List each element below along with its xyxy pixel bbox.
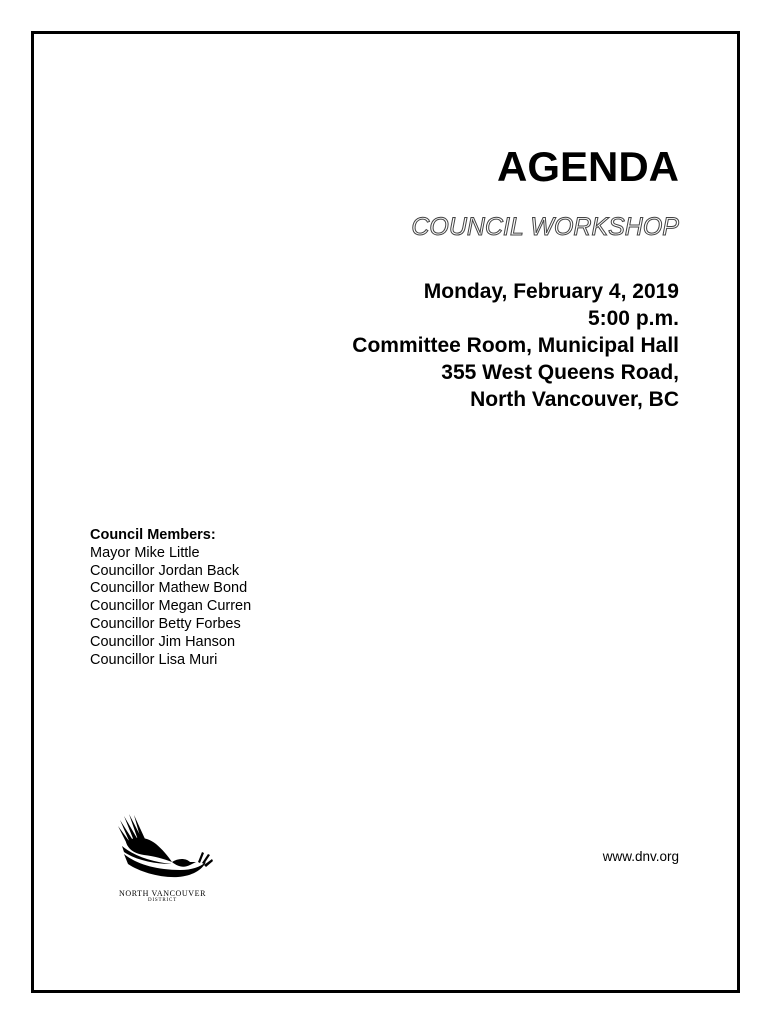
council-member: Councillor Mathew Bond bbox=[90, 580, 248, 597]
council-members-list bbox=[90, 545, 251, 670]
district-logo bbox=[110, 812, 215, 907]
meeting-location: Committee Room, Municipal Hall bbox=[352, 334, 679, 357]
council-member: Mayor Mike Little bbox=[90, 544, 200, 561]
logo-name: NORTH VANCOUVER bbox=[118, 889, 207, 898]
council-members-heading: Council Members: bbox=[90, 527, 216, 543]
logo-subname: DISTRICT bbox=[148, 898, 177, 903]
council-member: Councillor Megan Curren bbox=[90, 598, 252, 615]
website-link[interactable]: www.dnv.org bbox=[602, 849, 679, 864]
meeting-date: Monday, February 4, 2019 bbox=[423, 280, 679, 303]
meeting-time: 5:00 p.m. bbox=[587, 307, 679, 330]
meeting-address-line-2: North Vancouver, BC bbox=[470, 388, 679, 411]
council-member: Councillor Jim Hanson bbox=[90, 633, 236, 650]
meeting-address-line-1: 355 West Queens Road, bbox=[441, 361, 679, 384]
eagle-icon bbox=[110, 812, 215, 887]
council-members bbox=[90, 527, 251, 669]
agenda-subtitle: COUNCIL WORKSHOP bbox=[411, 213, 679, 241]
meeting-details bbox=[352, 278, 679, 413]
council-member: Councillor Lisa Muri bbox=[90, 651, 218, 668]
agenda-title: AGENDA bbox=[496, 143, 679, 190]
council-member: Councillor Betty Forbes bbox=[90, 615, 241, 632]
council-member: Councillor Jordan Back bbox=[90, 562, 240, 579]
